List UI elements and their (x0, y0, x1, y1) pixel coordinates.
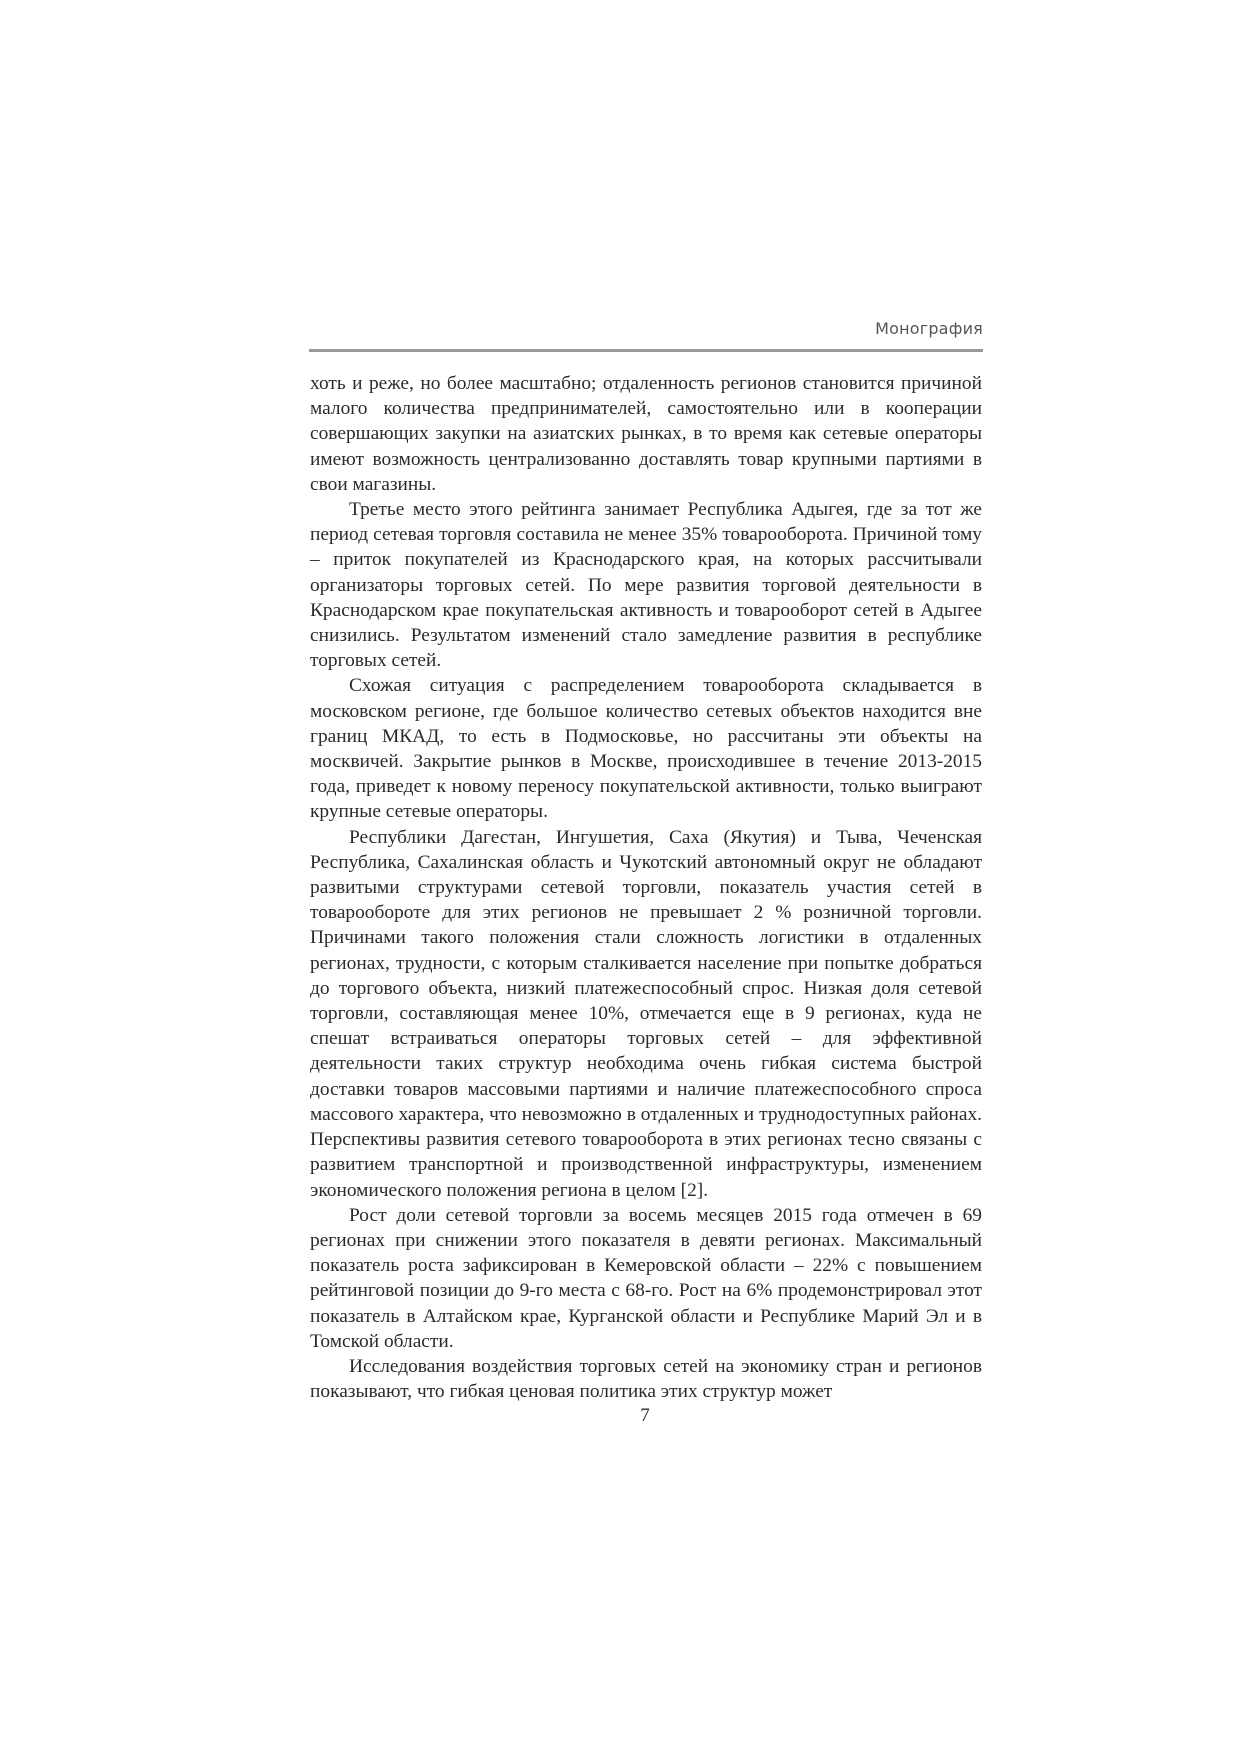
paragraph-4: Республики Дагестан, Ингушетия, Саха (Якутия) и Тыва, Чеченская Республика, Сахалинская область и Чукотский автономный округ не обладают развитыми структурами сетевой торговли, показатель участия сетей в товарообороте для этих регионов не превышает 2 % розничной торговли. Причинами такого положения стали сложность логистики в отдаленных регионах, трудности, с которым сталкивается население при попытке добраться до торгового объекта, низкий платежеспособный спрос. Низкая доля сетевой торговли, составляющая менее 10%, отмечается еще в 9 регионах, куда не спешат встраиваться операторы торговых сетей – для эффективной деятельности таких структур необходима очень гибкая система быстрой доставки товаров массовыми партиями и наличие платежеспособного спроса массового характера, что невозможно в отдаленных и труднодоступных районах. Перспективы развития сетевого товарооборота в этих регионах тесно связаны с развитием транспортной и производственной инфраструктуры, изменением экономического положения региона в целом [2]. (310, 826, 982, 1201)
paragraph-1: хоть и реже, но более масштабно; отдаленность регионов становится причиной малого количества предпринимателей, самостоятельно или в кооперации совершающих закупки на азиатских рынках, в то время как сетевые операторы имеют возможность централизованно доставлять товар крупными партиями в свои магазины. (310, 373, 982, 495)
paragraph-3: Схожая ситуация с распределением товарооборота складывается в московском регионе, где большое количество сетевых объектов находится вне границ МКАД, то есть в Подмосковье, но рассчитаны эти объекты на москвичей. Закрытие рынков в Москве, происходившее в течение 2013-2015 года, приведет к новому переносу покупательской активности, только выиграют крупные сетевые операторы. (310, 675, 982, 823)
paragraph-6: Исследования воздействия торговых сетей на экономику стран и регионов показывают, что гибкая ценовая политика этих структур может (310, 1355, 982, 1403)
page-number: 7 (640, 1405, 650, 1426)
paragraph-2: Третье место этого рейтинга занимает Республика Адыгея, где за тот же период сетевая торговля составила не менее 35% товарооборота. Причиной тому – приток покупателей из Краснодарского края, на которых рассчитывали организаторы торговых сетей. По мере развития торговой деятельности в Краснодарском крае покупательская активность и товарооборот сетей в Адыгее снизились. Результатом изменений стало замедление развития в республике торговых сетей. (310, 499, 982, 672)
header-rule (309, 349, 983, 352)
paragraph-5: Рост доли сетевой торговли за восемь месяцев 2015 года отмечен в 69 регионах при снижении этого показателя в девяти регионах. Максимальный показатель роста зафиксирован в Кемеровской области – 22% с повышением рейтинговой позиции до 9-го места с 68-го. Рост на 6% продемонстрировал этот показатель в Алтайском крае, Курганской области и Республике Марий Эл и в Томской области. (310, 1204, 982, 1352)
running-head-title: Монография (875, 319, 983, 338)
body-text (310, 371, 982, 1404)
